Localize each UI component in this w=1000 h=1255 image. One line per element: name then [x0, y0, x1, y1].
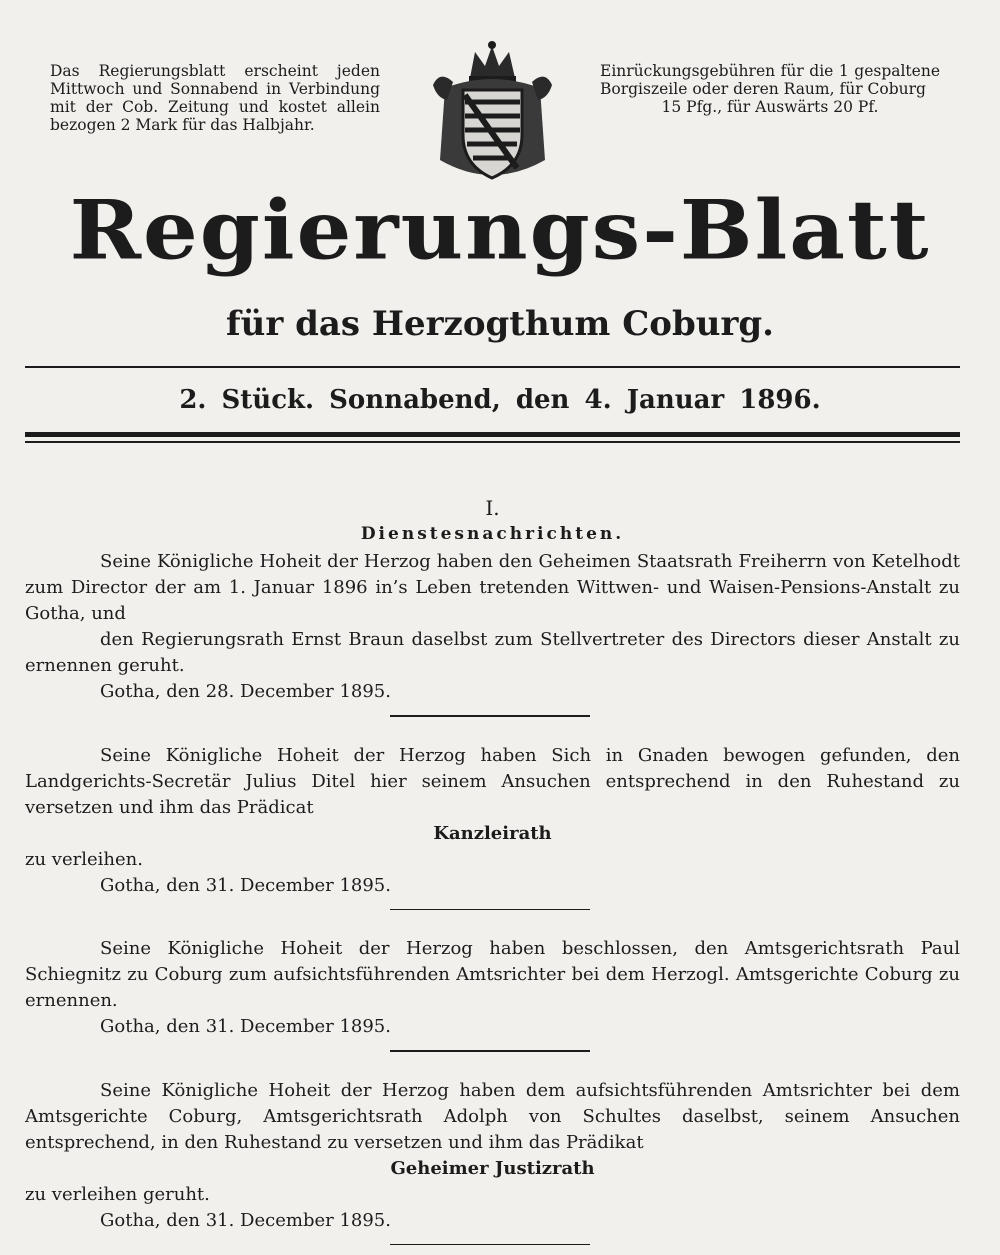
- entry-text: Seine Königliche Hoheit der Herzog haben dem aufsichtsführenden Amtsrichter bei dem Amtsgerichte Coburg, Amtsgerichtsrath Adolph von Schultes daselbst, seinem Ansuchen entsprechend, in den Ruhestand zu versetzen und ihm das Prädikat: [25, 1079, 960, 1153]
- advertising-rates-notice: [600, 62, 940, 116]
- ducal-coat-of-arms-icon: [425, 40, 560, 190]
- section-heading: Dienstesnachrichten.: [360, 524, 625, 544]
- entry-dateline: Gotha, den 31. December 1895.: [100, 1209, 391, 1231]
- entry-text: Seine Königliche Hoheit der Herzog haben den Geheimen Staatsrath Freiherrn von Ketelhodt zum Director der am 1. Januar 1896 in’s Leben tretenden Wittwen- und Waisen-Pensions-Anstalt zu Gotha, und: [25, 551, 960, 624]
- masthead-subtitle: für das Herzogthum Coburg.: [225, 304, 775, 344]
- masthead-title: Regierungs-Blatt: [69, 182, 931, 279]
- header-divider-bottom: [25, 441, 960, 443]
- conferred-title: Kanzleirath: [433, 822, 552, 844]
- entry-text-continued: zu verleihen.: [25, 848, 143, 870]
- entry-separator: [390, 909, 590, 911]
- entry-dateline: Gotha, den 28. December 1895.: [100, 681, 391, 702]
- entry-text: Seine Königliche Hoheit der Herzog haben beschlossen, den Amtsgerichtsrath Paul Schiegnitz zu Coburg zum aufsichtsführenden Amtsrichter bei dem Herzogl. Amtsgerichte Coburg zu ernennen.: [25, 938, 960, 1011]
- entry-separator: [390, 715, 590, 717]
- entry-text: Seine Königliche Hoheit der Herzog haben Sich in Gnaden bewogen gefunden, den Landgerichts-Secretär Julius Ditel hier seinem Ansuchen entsprechend in den Ruhestand zu versetzen und ihm das Prädicat: [25, 744, 960, 818]
- subscription-notice: Das Regierungsblatt erscheint jeden Mittwoch und Sonnabend in Verbindung mit der Cob. Zeitung und kostet allein bezogen 2 Mark für das Halbjahr.: [50, 62, 380, 134]
- issue-line: 2. Stück. Sonnabend, den 4. Januar 1896.: [179, 385, 821, 415]
- advertising-rates-text: Einrückungsgebühren für die 1 gespaltene Borgiszeile oder deren Raum, für Coburg: [600, 62, 940, 98]
- entry-ditel: [25, 743, 960, 899]
- entry-schiegnitz: [25, 936, 960, 1040]
- conferred-title: Geheimer Justizrath: [390, 1157, 595, 1179]
- header-divider-thick: [25, 432, 960, 437]
- entry-text-continued: den Regierungsrath Ernst Braun daselbst zum Stellvertreter des Directors dieser Anstalt zu ernennen geruht.: [25, 629, 960, 676]
- entry-dateline: Gotha, den 31. December 1895.: [100, 1016, 391, 1037]
- header-divider-top: [25, 366, 960, 368]
- entry-dateline: Gotha, den 31. December 1895.: [100, 874, 391, 896]
- entry-text-continued: zu verleihen geruht.: [25, 1183, 210, 1205]
- entry-schultes: [25, 1078, 960, 1234]
- section-number: I.: [485, 496, 500, 520]
- advertising-rates-prices: 15 Pfg., für Auswärts 20 Pf.: [661, 98, 879, 116]
- entry-ketelhodt: [25, 549, 960, 705]
- article-body: [25, 495, 960, 1255]
- entry-separator: [390, 1244, 590, 1246]
- entry-separator: [390, 1050, 590, 1052]
